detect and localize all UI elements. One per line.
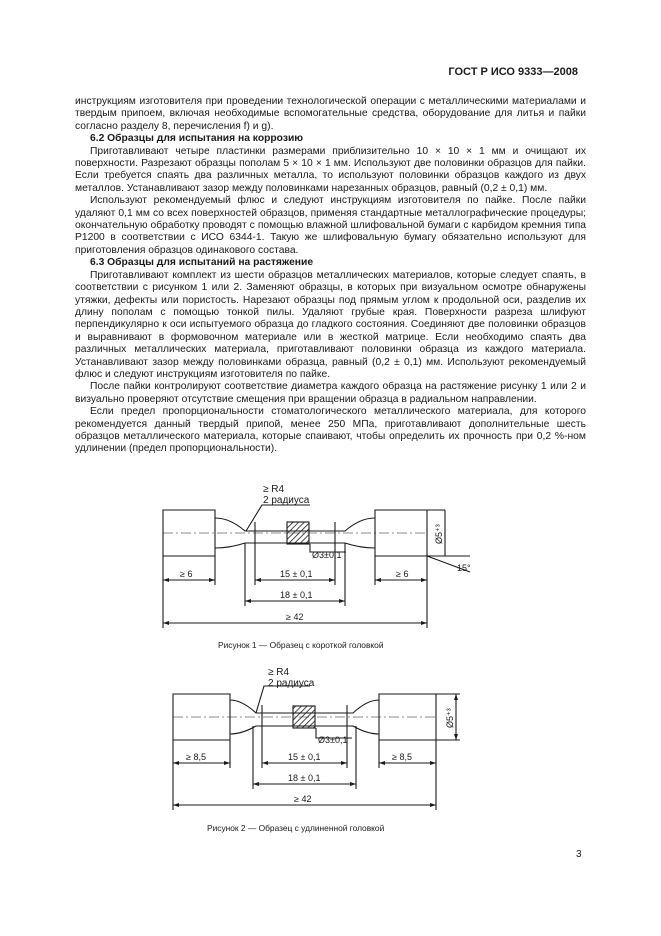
radius-label: ≥ R4 (268, 667, 290, 678)
paragraph: После пайки контролируют соответствие диаметра каждого образца на растяжение рисунку 1 или 2 и визуально проверяют отсутствие смещения при вращении образца в радиальном направлении. (75, 381, 586, 405)
paragraph: инструкциям изготовителя при проведении технологической операции с металлическими материалами и твердым припоем, включая необходимые вспомогательные средства, оборудование для литья и пайки согласно разделу 8, перечисления f) и g). (75, 96, 586, 132)
diameter-small-label: Ø3±0,1 (318, 735, 348, 745)
gauge-length-label: 15 ± 0,1 (288, 752, 321, 762)
page-number: 3 (576, 849, 582, 860)
radius-note: 2 радиуса (268, 678, 315, 689)
middle-length-label: 18 ± 0,1 (280, 590, 313, 600)
figure-2-drawing (0, 664, 661, 814)
head-left-label: ≥ 6 (180, 569, 193, 579)
head-right-label: ≥ 6 (396, 569, 409, 579)
figure-1-drawing (0, 480, 661, 630)
solder-joint-hatch (293, 706, 315, 728)
figure-1-caption: Рисунок 1 — Образец с короткой головкой (218, 640, 384, 650)
solder-joint-hatch (287, 522, 309, 544)
radius-label: ≥ R4 (263, 484, 285, 495)
diameter-small-label: Ø3±0,1 (312, 550, 342, 560)
paragraph: Приготавливают четыре пластинки размерами приблизительно 10 × 10 × 1 мм и очищают их поверхности. Разрезают образцы пополам 5 × 10 × 1 мм. Используют две половинки образцов для пайки. Если требуется спаять два различных металла, то используют половинки образцов каждого из двух металлов. Устанавливают зазор между половинками нарезанных образцов, равный (0,2 ± 0,1) мм. (75, 145, 586, 194)
paragraph: Используют рекомендуемый флюс и следуют инструкциям изготовителя по пайке. После пайки удаляют 0,1 мм со всех поверхностей образцов, применяя стандартные металлографические процедуры; окончательную обработку проводят с помощью влажной шлифовальной бумаги с карбидом кремния типа Р1200 в соответствии с ИСО 6344-1. Такую же шлифовальную бумагу обязательно используют для приготовления образцов одинакового состава. (75, 195, 586, 256)
diameter-large-label: Ø5⁺³ (445, 708, 455, 728)
paragraph: Приготавливают комплект из шести образцов металлических материалов, которые следует спаять, в соответствии с рисунком 1 или 2. Заменяют образцы, в которых при визуальном осмотре обнаружены утяжки, дефекты или пористость. Нарезают образцы под прямым углом к продольной оси, разделив их длину пополам с помощью тонкой пилы. Удаляют грубые края. Поверхности разреза шлифуют перпендикулярно к оси испытуемого образца до гладкого состояния. Соединяют две половинки образцов и выравнивают в формовочном материале или в жесткой матрице. Если необходимо спаять два различных металлических материала, приготавливают половинки образца из каждого материала. Устанавливают зазор между половинками образца, равный (0,2 ± 0,1) мм. Используют рекомендуемый флюс и следуют инструкциям изготовителя по пайке. (75, 269, 586, 380)
total-length-label: ≥ 42 (286, 612, 304, 622)
angle-label: 15° (457, 563, 471, 573)
paragraph: Если предел пропорциональности стоматологического металлического материала, для которого рекомендуется данный твердый припой, менее 250 МПа, приготавливают дополнительные шесть образцов металлического материала, которые спаивают, чтобы определить их прочность при 0,2 %-ном удлинении (предел пропорциональности). (75, 406, 586, 455)
total-length-label: ≥ 42 (294, 794, 312, 804)
figure-2-caption: Рисунок 2 — Образец с удлиненной головкой (207, 823, 385, 833)
head-left-label: ≥ 8,5 (186, 752, 206, 762)
gauge-length-label: 15 ± 0,1 (280, 569, 313, 579)
section-heading-6-3: 6.3 Образцы для испытаний на растяжение (90, 257, 314, 269)
document-code-header: ГОСТ Р ИСО 9333—2008 (448, 66, 578, 78)
diameter-large-label: Ø5⁺³ (434, 524, 444, 544)
section-heading-6-2: 6.2 Образцы для испытания на коррозию (90, 133, 304, 145)
middle-length-label: 18 ± 0,1 (288, 773, 321, 783)
body-text (75, 96, 586, 456)
head-right-label: ≥ 8,5 (392, 752, 412, 762)
radius-note: 2 радиуса (263, 495, 310, 506)
